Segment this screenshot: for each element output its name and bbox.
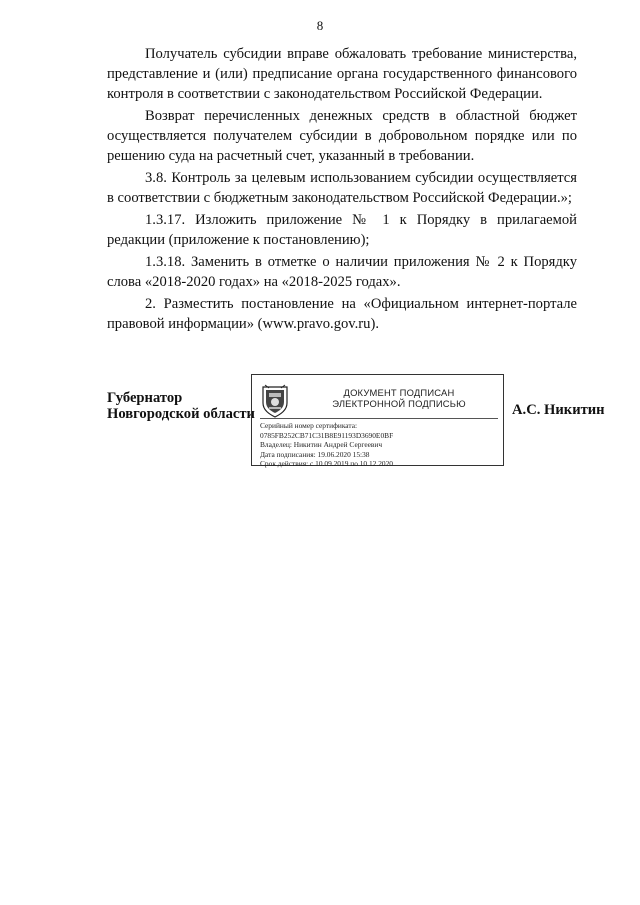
stamp-serial-value: 0785FB252CB71C31B8E91193D3690E0BF [260, 430, 394, 440]
signatory-name: А.С. Никитин [512, 402, 605, 418]
coat-of-arms-icon [260, 384, 290, 418]
paragraph-control: 3.8. Контроль за целевым использованием субсидии осуществляется в соответствии с бюджетным законодательством Российской Федерации.»; [107, 170, 577, 206]
stamp-serial-label: Серийный номер сертификата: [260, 421, 358, 430]
stamp-title-line2: ЭЛЕКТРОННОЙ ПОДПИСЬЮ [332, 398, 466, 409]
paragraph-1-3-17: 1.3.17. Изложить приложение № 1 к Порядку в прилагаемой редакции (приложение к постановлению); [107, 212, 577, 248]
paragraph-1-3-18: 1.3.18. Заменить в отметке о наличии приложения № 2 к Порядку слова «2018-2020 годах» на «2018-2025 годах». [107, 254, 577, 290]
stamp-title-line1: ДОКУМЕНТ ПОДПИСАН [343, 387, 455, 398]
document-body [107, 44, 577, 336]
signatory-position-region: Новгородской области [107, 406, 255, 422]
paragraph-refund: Возврат перечисленных денежных средств в областной бюджет осуществляется получателем субсидии в добровольном порядке или по решению суда на расчетный счет, указанный в требовании. [107, 108, 577, 164]
paragraph-appeal: Получатель субсидии вправе обжаловать требование министерства, представление и (или) предписание органа государственного финансового контроля в соответствии с законодательством Российской Федерации. [107, 46, 577, 102]
paragraph-publish: 2. Разместить постановление на «Официальном интернет-портале правовой информации» (www.pravo.gov.ru). [107, 296, 577, 332]
stamp-owner: Владелец: Никитин Андрей Сергеевич [260, 440, 383, 450]
stamp-title [300, 387, 498, 409]
stamp-header [260, 384, 498, 419]
page-number: 8 [316, 18, 324, 33]
stamp-validity: Срок действия: с 10.09.2019 по 10.12.2020 [260, 459, 393, 469]
stamp-signed-date: Дата подписания: 19.06.2020 15:38 [260, 449, 370, 459]
electronic-signature-stamp [251, 374, 504, 469]
signatory-position [107, 390, 255, 422]
signatory-position-title: Губернатор [107, 390, 183, 406]
stamp-details [260, 421, 500, 469]
